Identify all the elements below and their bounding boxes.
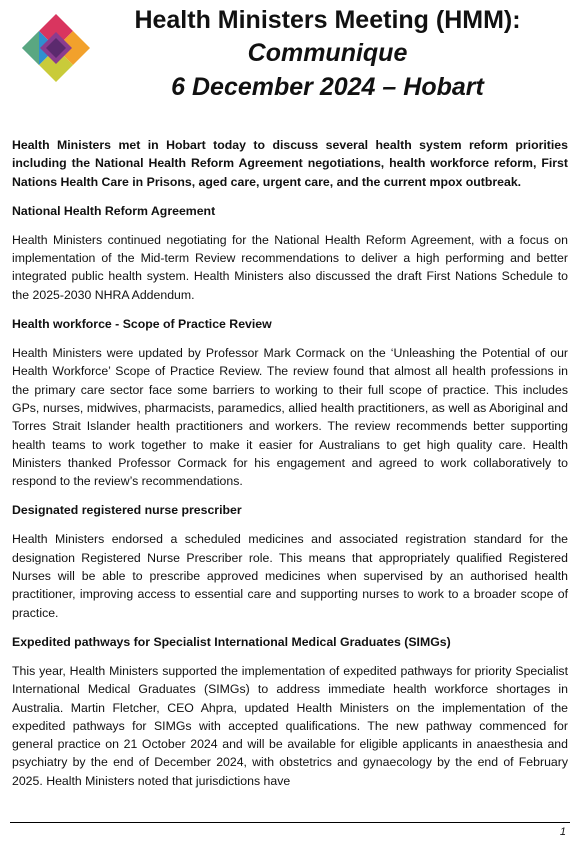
section-heading-scope-review: Health workforce - Scope of Practice Review (12, 317, 272, 332)
intro-paragraph: Health Ministers met in Hobart today to discuss several health system reform priorities including the National Health Reform Agreement negotiations, health workforce reform, First Nations Health Care in Prisons, aged care, urgent care, and the current mpox outbreak. (12, 138, 568, 189)
section-heading-nhra: National Health Reform Agreement (12, 203, 216, 218)
section-body-nhra: Health Ministers continued negotiating for the National Health Reform Agreement, with a focus on implementation of the Mid-term Review recommendations to deliver a high performing and better integrated public health system. Health Ministers also discussed the draft First Nations Schedule to the 2025-2030 NHRA Addendum. (12, 232, 568, 302)
header-date-location: 6 December 2024 – Hobart (171, 73, 484, 101)
section-heading-nurse-prescriber: Designated registered nurse prescriber (12, 503, 242, 518)
document-header (95, 4, 560, 104)
section-body-simg: This year, Health Ministers supported the implementation of expedited pathways for priority Specialist International Medical Graduates (SIMGs) to address immediate health workforce shortages in Australia. Martin Fletcher, CEO Ahpra, updated Health Ministers on the implementation of the expedited pathways for SIMGs with accepted qualifications. The new pathway commenced for general practice on 21 October 2024 and will be available for eligible applicants in anaesthesia and psychiatry by the end of December 2024, with obstetrics and gynaecology by the end of February 2025. Health Ministers noted that jurisdictions have (12, 663, 568, 788)
hmm-logo (20, 12, 92, 84)
section-heading-simg: Expedited pathways for Specialist International Medical Graduates (SIMGs) (12, 634, 451, 649)
header-subtitle: Communique (247, 39, 408, 67)
page-number: 1 (559, 826, 566, 838)
section-body-scope-review: Health Ministers were updated by Professor Mark Cormack on the ‘Unleashing the Potential of our Health Workforce’ Scope of Practice Review. The review found that almost all health professions in the primary care sector face some barriers to working to their full scope of practice. This includes GPs, nurses, midwives, pharmacists, paramedics, allied health practitioners, as well as Aboriginal and Torres Strait Islander health practitioners and workers. The review recommends better supporting health teams to work together to make it easier for Australians to get high quality care. Health Ministers thanked Professor Cormack for his engagement and agreed to work collaboratively to respond to the review’s recommendations. (12, 346, 568, 489)
footer-divider (10, 822, 570, 823)
header-title: Health Ministers Meeting (HMM): (134, 6, 521, 34)
section-body-nurse-prescriber: Health Ministers endorsed a scheduled medicines and associated registration standard for the designation Registered Nurse Prescriber role. This means that appropriately qualified Registered Nurses will be able to prescribe approved medicines when supervised by an authorised health practitioner, improving access to essential care and supporting nurses to work to a broader scope of practice. (12, 532, 568, 620)
document-body (12, 136, 568, 801)
